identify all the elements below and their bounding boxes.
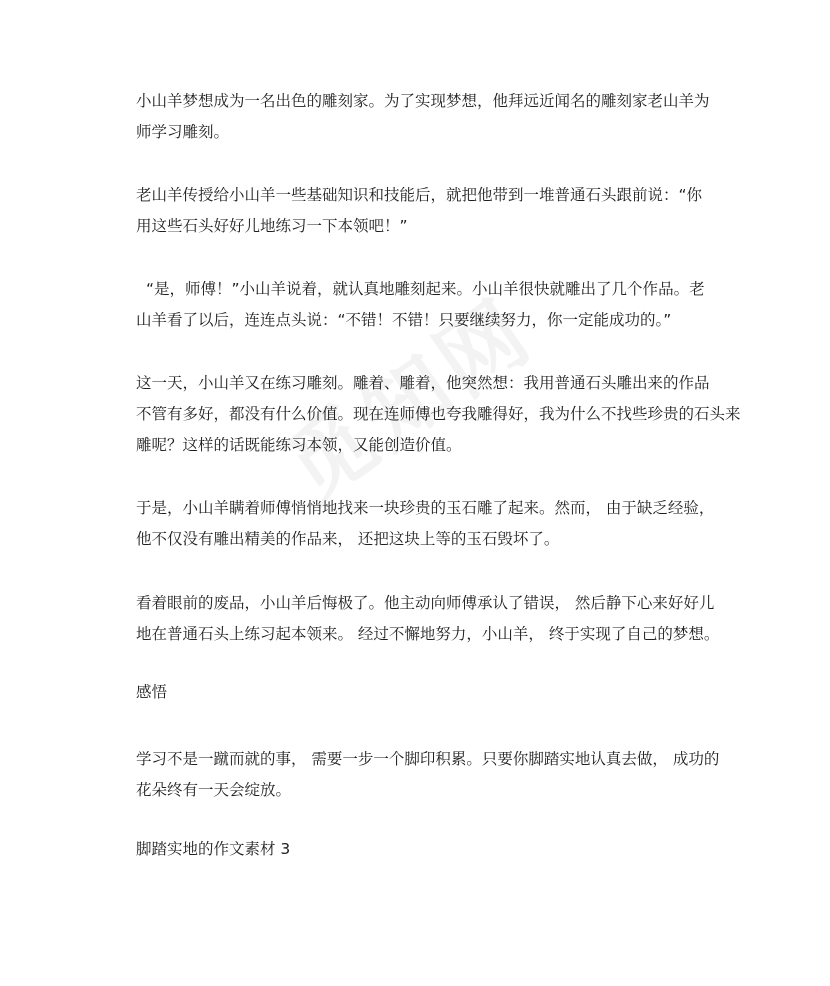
paragraph-line: 不管有多好，都没有什么价值。现在连师傅也夸我雕得好，我为什么不找些珍贵的石头来 xyxy=(136,405,741,423)
paragraph-line: 老山羊传授给小山羊一些基础知识和技能后，就把他带到一堆普通石头跟前说：“你 xyxy=(136,186,703,204)
paragraph-5 xyxy=(136,493,728,555)
paragraph-line: “是，师傅！”小山羊说着，就认真地雕刻起来。小山羊很快就雕出了几个作品。老 xyxy=(146,280,705,298)
paragraph-line: 学习不是一蹴而就的事， 需要一步一个脚印积累。只要你脚踏实地认真去做， 成功的 xyxy=(136,750,720,768)
paragraph-line: 于是，小山羊瞒着师傅悄悄地找来一块珍贵的玉石雕了起来。然而， 由于缺乏经验， xyxy=(136,499,715,517)
paragraph-line: 山羊看了以后，连连点头说：“不错！不错！只要继续努力，你一定能成功的。” xyxy=(136,311,672,329)
paragraph-line: 脚踏实地的作文素材 3 xyxy=(136,840,291,858)
paragraph-line: 雕呢？这样的话既能练习本领，又能创造价值。 xyxy=(136,436,462,454)
paragraph-4 xyxy=(136,368,741,461)
paragraph-line: 用这些石头好好儿地练习一下本领吧！” xyxy=(136,217,408,235)
paragraph-6 xyxy=(136,588,728,650)
paragraph-1 xyxy=(136,86,728,148)
paragraph-line: 这一天，小山羊又在练习雕刻。雕着、雕着，他突然想：我用普通石头雕出来的作品 xyxy=(136,374,710,392)
paragraph-line: 小山羊梦想成为一名出色的雕刻家。为了实现梦想，他拜远近闻名的雕刻家老山羊为 xyxy=(136,92,710,110)
paragraph-line: 地在普通石头上练习起本领来。 经过不懈地努力，小山羊， 终于实现了自己的梦想。 xyxy=(136,625,720,643)
paragraph-line: 师学习雕刻。 xyxy=(136,123,230,141)
section-heading xyxy=(136,677,728,708)
paragraph-8 xyxy=(136,744,728,806)
paragraph-line: 感悟 xyxy=(136,683,168,701)
paragraph-line: 看着眼前的废品，小山羊后悔极了。他主动向师傅承认了错误， 然后静下心来好好儿 xyxy=(136,594,715,612)
next-section-title xyxy=(136,834,728,865)
paragraph-line: 他不仅没有雕出精美的作品来， 还把这块上等的玉石毁坏了。 xyxy=(136,530,560,548)
paragraph-line: 花朵终有一天会绽放。 xyxy=(136,781,292,799)
paragraph-2 xyxy=(136,180,728,242)
paragraph-3 xyxy=(136,274,728,336)
